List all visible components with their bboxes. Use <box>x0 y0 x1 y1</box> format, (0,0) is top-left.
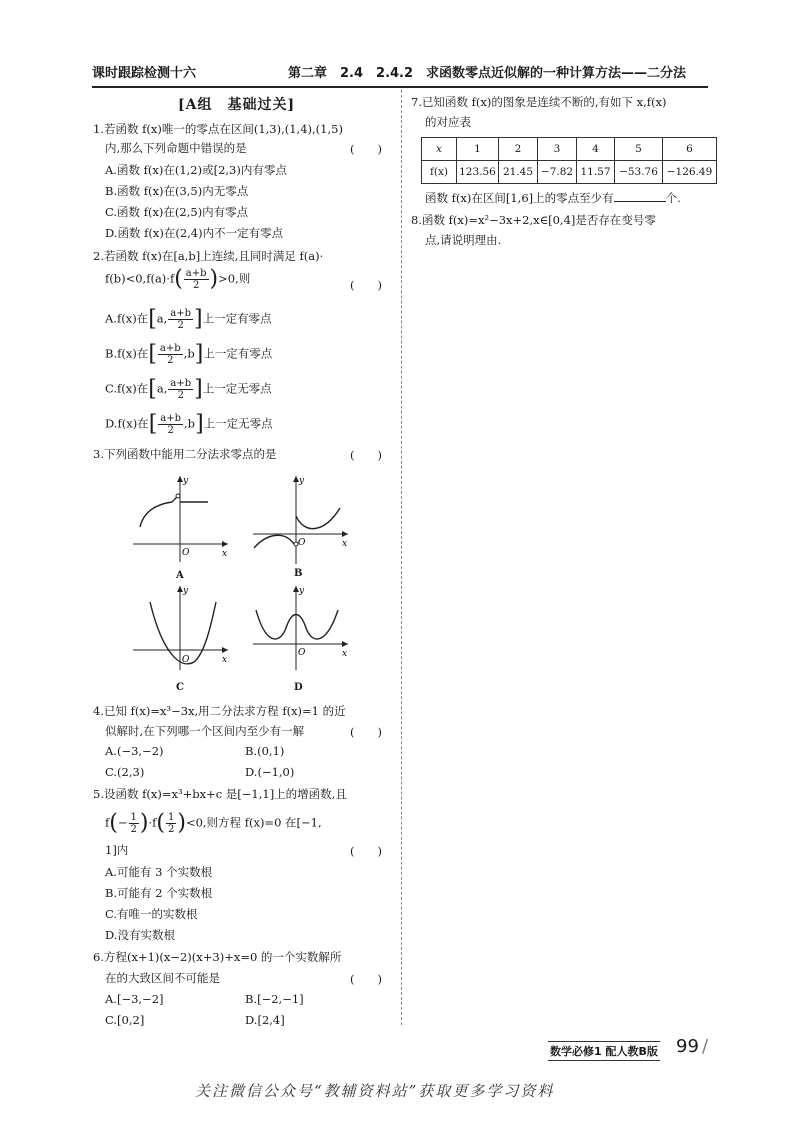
q5-stem-line3: 1]内 <box>105 843 129 857</box>
q4-answer-paren: ( ) <box>350 725 382 739</box>
table-cell: 3 <box>538 138 577 161</box>
svg-text:O: O <box>298 648 306 658</box>
svg-text:y: y <box>183 476 189 486</box>
svg-text:O: O <box>298 538 306 548</box>
q5-answer-paren: ( ) <box>350 844 382 858</box>
q6-answer-paren: ( ) <box>350 972 382 986</box>
q1-stem-line1: 1.若函数 f(x)唯一的零点在区间(1,3),(1,4),(1,5) <box>93 122 343 136</box>
q3-graph-d-label: D <box>294 682 303 693</box>
q3-graph-b-label: B <box>294 568 303 579</box>
table-cell: f(x) <box>422 161 457 184</box>
q7-stem-line2: 的对应表 <box>425 115 471 129</box>
table-cell: 123.56 <box>457 161 499 184</box>
table-cell: 21.45 <box>499 161 538 184</box>
q8-stem-line1: 8.函数 f(x)=x²−3x+2,x∈[0,4]是否存在变号零 <box>411 213 656 227</box>
q3-graph-a-label: A <box>176 570 184 581</box>
svg-text:y: y <box>183 586 189 596</box>
q2-option-d: D.f(x)在[ $\frac{a+b}{2}$ ,b]上一定无零点 <box>105 411 273 437</box>
q2-option-c: C.f(x)在[a, $\frac{a+b}{2}$ ]上一定无零点 <box>105 376 272 402</box>
q6-stem-line2: 在的大致区间不可能是 <box>105 971 220 985</box>
q5-option-c: C.有唯一的实数根 <box>105 907 198 921</box>
q5-stem-line2: f(− $\frac{1}{2}$ )·f( $\frac{1}{2}$ )<0,则方程 f(x)=0 在[−1, <box>105 810 322 836</box>
header-left-title: 课时跟踪检测十六 <box>92 66 197 81</box>
q4-stem-line1: 4.已知 f(x)=x³−3x,用二分法求方程 f(x)=1 的近 <box>93 704 346 718</box>
q6-option-a: A.[−3,−2] <box>105 992 164 1006</box>
table-cell: 5 <box>615 138 663 161</box>
table-cell: 6 <box>663 138 717 161</box>
q1-option-c: C.函数 f(x)在(2,5)内有零点 <box>105 205 249 219</box>
header-chapter-title: 第二章 2.4 2.4.2 求函数零点近似解的一种计算方法——二分法 <box>288 66 687 81</box>
svg-text:x: x <box>342 539 348 549</box>
table-cell: 2 <box>499 138 538 161</box>
q1-stem-line2: 内,那么下列命题中错误的是 <box>105 141 247 155</box>
table-cell: −53.76 <box>615 161 663 184</box>
q5-stem-line1: 5.设函数 f(x)=x³+bx+c 是[−1,1]上的增函数,且 <box>93 787 347 801</box>
q4-option-b: B.(0,1) <box>245 744 285 758</box>
q6-option-c: C.[0,2] <box>105 1013 145 1027</box>
q2-option-a: A.f(x)在[a, $\frac{a+b}{2}$ ]上一定有零点 <box>105 306 272 332</box>
q2-stem-line2: f(b)<0,f(a)·f( $\frac{a+b}{2}$ )>0,则 <box>105 266 251 292</box>
column-divider <box>401 90 402 1025</box>
header-rule <box>92 86 708 88</box>
q6-stem-line1: 6.方程(x+1)(x−2)(x+3)+x=0 的一个实数解所 <box>93 950 342 964</box>
q3-graph-c <box>128 582 238 674</box>
table-cell: x <box>422 138 457 161</box>
q3-graph-c-label: C <box>176 682 184 693</box>
q7-answer-blank <box>614 191 666 202</box>
q4-option-a: A.(−3,−2) <box>105 744 164 758</box>
q1-option-a: A.函数 f(x)在(1,2)或[2,3)内有零点 <box>105 163 287 177</box>
svg-text:y: y <box>299 586 305 596</box>
q2-fraction: $\frac{a+b}{2}$ <box>185 268 207 291</box>
svg-text:x: x <box>222 549 228 559</box>
q3-graph-b <box>248 472 358 567</box>
q3-graph-d <box>248 582 358 674</box>
q5-option-d: D.没有实数根 <box>105 928 175 942</box>
table-row <box>422 161 717 184</box>
svg-text:O: O <box>182 655 190 665</box>
q2-stem-line2-post: >0,则 <box>218 271 251 286</box>
footer-book-tag: 数学必修1 配人教B版 <box>548 1041 660 1061</box>
watermark-note: 关注微信公众号“教辅资料站”获取更多学习资料 <box>195 1082 555 1100</box>
svg-text:y: y <box>299 476 305 486</box>
q5-option-a: A.可能有 3 个实数根 <box>105 865 213 879</box>
table-row <box>422 138 717 161</box>
svg-text:x: x <box>222 655 228 665</box>
q3-answer-paren: ( ) <box>350 448 382 462</box>
q4-option-c: C.(2,3) <box>105 765 145 779</box>
table-cell: 1 <box>457 138 499 161</box>
q8-stem-line2: 点,请说明理由. <box>425 233 502 247</box>
q1-option-d: D.函数 f(x)在(2,4)内不一定有零点 <box>105 226 284 240</box>
q7-value-table <box>421 137 717 184</box>
q1-answer-paren: ( ) <box>350 142 382 156</box>
q4-option-d: D.(−1,0) <box>245 765 295 779</box>
q7-stem-line1: 7.已知函数 f(x)的图象是连续不断的,有如下 x,f(x) <box>411 95 667 109</box>
footer-slash: / <box>702 1036 709 1057</box>
footer-page-number: 99 <box>676 1036 699 1057</box>
q6-option-b: B.[−2,−1] <box>245 992 304 1006</box>
q4-stem-line2: 似解时,在下列哪一个区间内至少有一解 <box>105 724 305 738</box>
q1-option-b: B.函数 f(x)在(3,5)内无零点 <box>105 184 249 198</box>
table-cell: −126.49 <box>663 161 717 184</box>
q5-option-b: B.可能有 2 个实数根 <box>105 886 213 900</box>
group-title: [A组 基础过关] <box>178 97 296 113</box>
svg-text:O: O <box>182 548 190 558</box>
svg-text:x: x <box>342 649 348 659</box>
q2-stem-line1: 2.若函数 f(x)在[a,b]上连续,且同时满足 f(a)· <box>93 249 324 263</box>
table-cell: −7.82 <box>538 161 577 184</box>
q2-option-b: B.f(x)在[ $\frac{a+b}{2}$ ,b]上一定有零点 <box>105 341 273 367</box>
q3-graph-a <box>128 472 238 567</box>
q7-followup: 函数 f(x)在区间[1,6]上的零点至少有 个. <box>425 191 681 205</box>
q6-option-d: D.[2,4] <box>245 1013 285 1027</box>
q3-stem: 3.下列函数中能用二分法求零点的是 <box>93 447 277 461</box>
table-cell: 4 <box>577 138 615 161</box>
table-cell: 11.57 <box>577 161 615 184</box>
q2-answer-paren: ( ) <box>350 278 382 292</box>
q2-stem-line2-pre: f(b)<0,f(a)·f <box>105 271 175 286</box>
